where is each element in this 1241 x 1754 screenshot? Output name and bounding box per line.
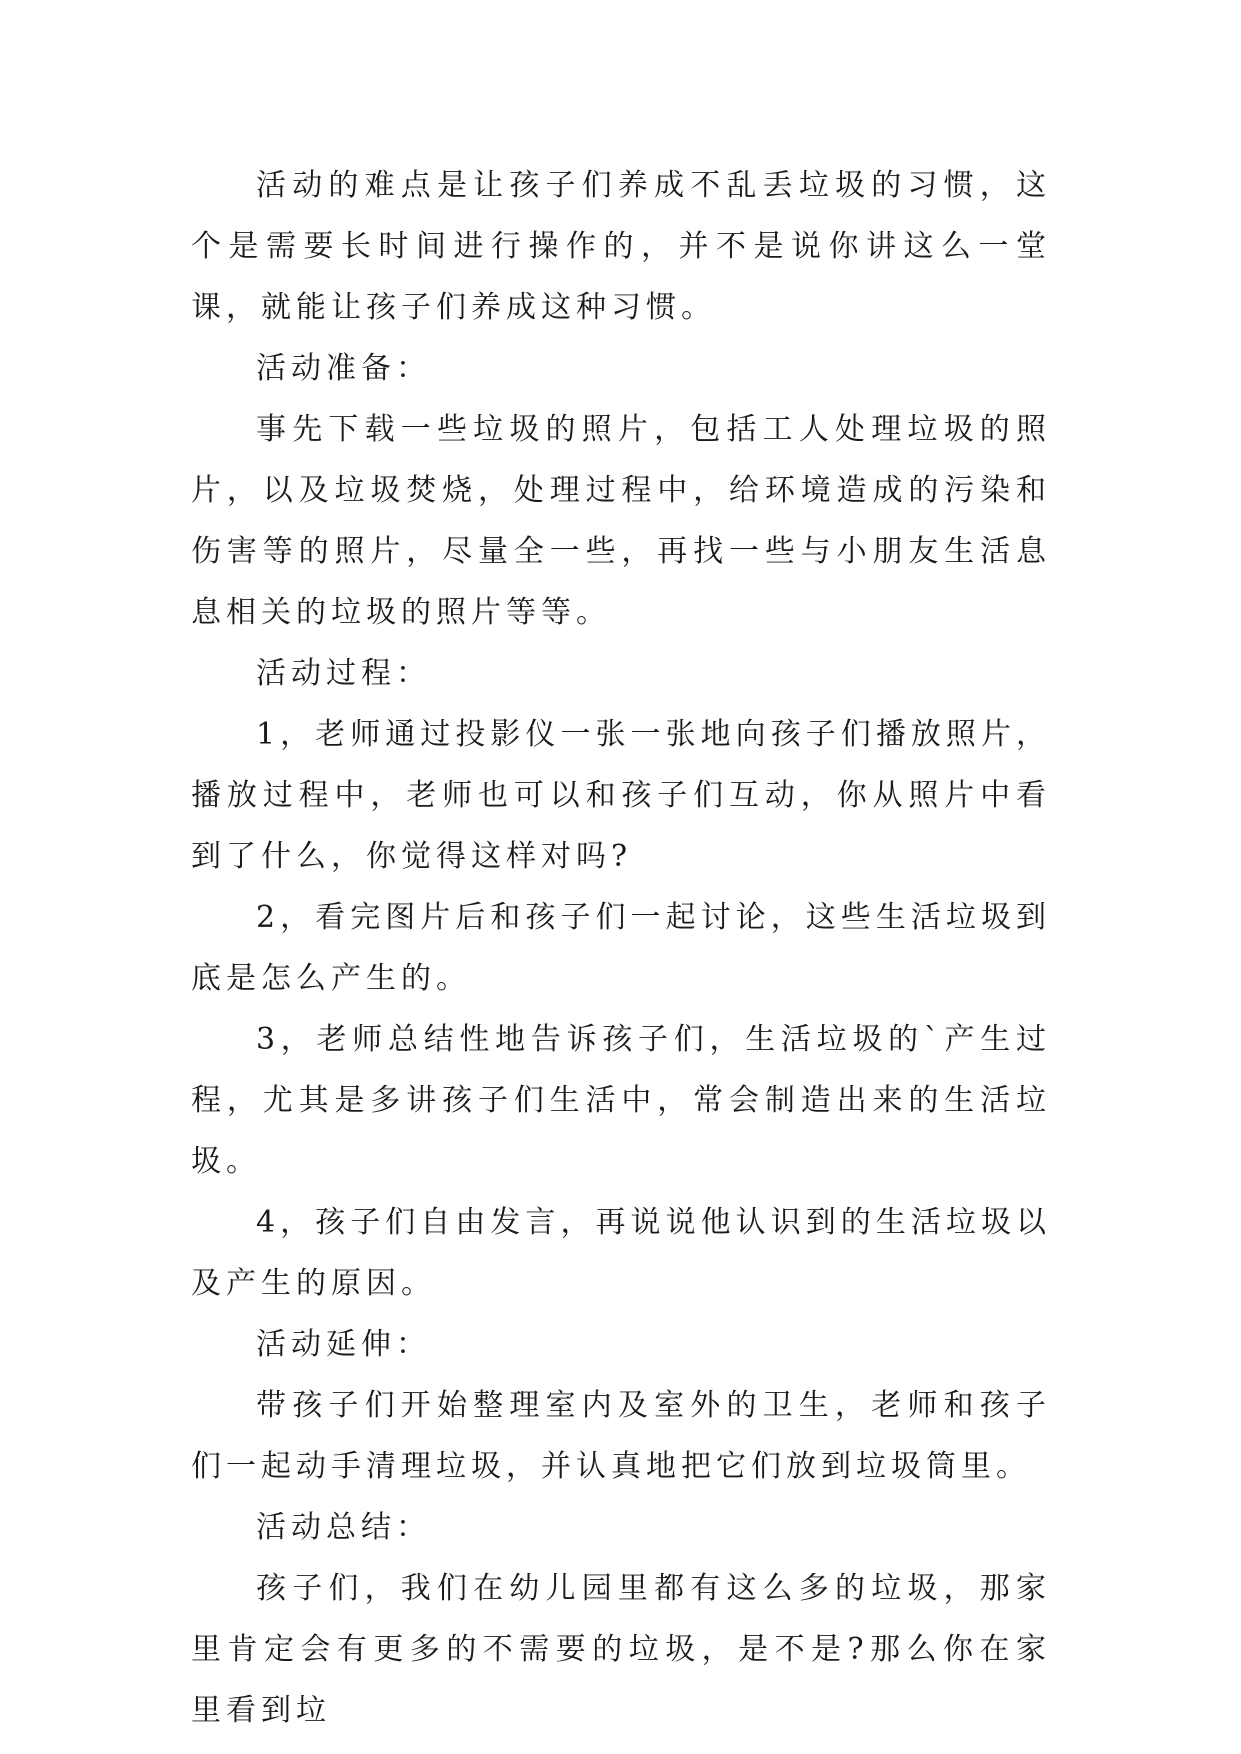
paragraph-difficulty: 活动的难点是让孩子们养成不乱丢垃圾的习惯，这个是需要长时间进行操作的，并不是说你讲这么一堂课，就能让孩子们养成这种习惯。 — [191, 168, 1051, 325]
paragraph-process-step-3: 3，老师总结性地告诉孩子们，生活垃圾的`产生过程，尤其是多讲孩子们生活中，常会制造出来的生活垃圾。 — [191, 1022, 1051, 1179]
paragraph-process-step-4: 4，孩子们自由发言，再说说他认识到的生活垃圾以及产生的原因。 — [191, 1205, 1051, 1301]
paragraph-process-step-1: 1，老师通过投影仪一张一张地向孩子们播放照片，播放过程中，老师也可以和孩子们互动，你从照片中看到了什么，你觉得这样对吗? — [191, 717, 1051, 874]
document-body — [191, 155, 1051, 1741]
heading-process: 活动过程： — [256, 656, 431, 691]
heading-preparation: 活动准备： — [256, 351, 431, 386]
paragraph-process-step-2: 2，看完图片后和孩子们一起讨论，这些生活垃圾到底是怎么产生的。 — [191, 900, 1051, 996]
heading-summary: 活动总结： — [256, 1510, 431, 1545]
paragraph-summary: 孩子们，我们在幼儿园里都有这么多的垃圾，那家里肯定会有更多的不需要的垃圾，是不是?那么你在家里看到垃 — [191, 1571, 1051, 1728]
paragraph-preparation: 事先下载一些垃圾的照片，包括工人处理垃圾的照片，以及垃圾焚烧，处理过程中，给环境造成的污染和伤害等的照片，尽量全一些，再找一些与小朋友生活息息相关的垃圾的照片等等。 — [191, 412, 1051, 630]
paragraph-extension: 带孩子们开始整理室内及室外的卫生，老师和孩子们一起动手清理垃圾，并认真地把它们放到垃圾筒里。 — [191, 1388, 1051, 1484]
heading-extension: 活动延伸： — [256, 1327, 431, 1362]
